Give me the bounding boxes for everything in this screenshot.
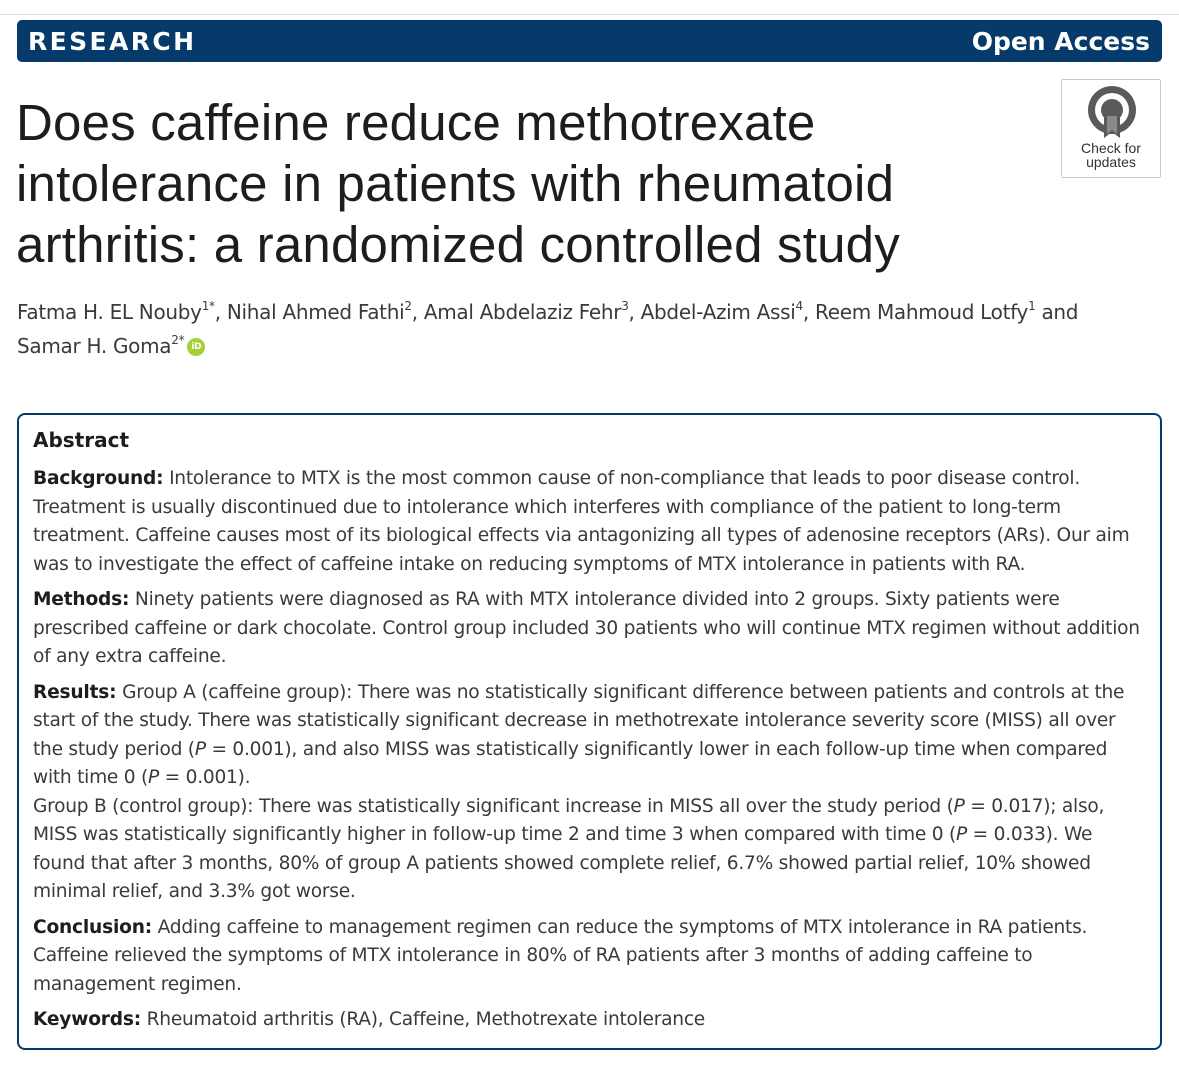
author-list: Fatma H. EL Nouby$^{1*}$, Nihal Ahmed Fathi$^2$, Amal Abdelaziz Fehr$^3$, Abdel-Azim Assi$^4$, Reem Mahmoud Lotfy$^1$ and Samar H. Goma$^{2*}$ iD <box>17 299 1079 358</box>
author-name[interactable]: Reem Mahmoud Lotfy <box>815 300 1029 324</box>
top-divider <box>0 14 1179 15</box>
background-label: Background: <box>33 468 164 489</box>
article-type-banner <box>17 20 1162 62</box>
check-for-updates-label: Check for updates <box>1081 140 1141 170</box>
author-name[interactable]: Amal Abdelaziz Fehr <box>423 300 622 324</box>
author-name[interactable]: Nihal Ahmed Fathi <box>226 300 405 324</box>
author-name[interactable]: Samar H. Goma <box>17 334 172 358</box>
abstract-conclusion: Conclusion: Adding caffeine to management regimen can reduce the symptoms of MTX intolerance in RA patients. Caffeine relieved the symptoms of MTX intolerance in 80% of RA patients after 3 months of adding caffeine to management regimen. <box>33 916 1088 995</box>
affiliation-marker: 1* <box>201 299 215 313</box>
affiliation-marker: 2 <box>404 299 412 313</box>
affiliation-marker: 2* <box>171 333 185 347</box>
affiliation-marker: 1 <box>1028 299 1036 313</box>
article-title: Does caffeine reduce methotrexate intolerance in patients with rheumatoid arthritis: a randomized controlled study <box>16 94 900 273</box>
abstract-background: Background: Intolerance to MTX is the most common cause of non-compliance that leads to poor disease control. Treatment is usually discontinued due to intolerance which interferes with compliance of the patient to long-term treatment. Caffeine causes most of its biological effects via antagonizing all types of adenosine receptors (ARs). Our aim was to investigate the effect of caffeine intake on reducing symptoms of MTX intolerance in patients with RA. <box>33 468 1130 575</box>
abstract-box <box>17 413 1162 1050</box>
methods-label: Methods: <box>33 589 130 610</box>
results-label: Results: <box>33 681 117 703</box>
author-name[interactable]: Fatma H. EL Nouby <box>17 300 202 324</box>
affiliation-marker: 3 <box>621 299 629 313</box>
abstract-keywords: Keywords: Rheumatoid arthritis (RA), Caffeine, Methotrexate intolerance <box>33 1009 705 1030</box>
abstract-heading: Abstract <box>33 428 130 452</box>
check-for-updates-button[interactable] <box>1061 79 1161 178</box>
orcid-icon[interactable]: iD <box>187 338 205 356</box>
crossmark-icon <box>1086 84 1138 138</box>
affiliation-marker: 4 <box>795 299 803 313</box>
author-name[interactable]: Abdel-Azim Assi <box>640 300 796 324</box>
open-access-label[interactable]: Open Access <box>971 26 1150 56</box>
keywords-label: Keywords: <box>33 1009 141 1030</box>
section-label: RESEARCH <box>28 26 197 56</box>
conclusion-label: Conclusion: <box>33 916 152 938</box>
abstract-methods: Methods: Ninety patients were diagnosed as RA with MTX intolerance divided into 2 groups. Sixty patients were prescribed caffeine or dark chocolate. Control group included 30 patients who will continue MTX regimen without addition of any extra caffeine. <box>33 589 1140 667</box>
abstract-results: Results: Group A (caffeine group): There was no statistically significant difference between patients and controls at the start of the study. There was statistically significant decrease in methotrexate intolerance severity score (MISS) all over the study period (P = 0.001), and also MISS was statistically significantly lower in each follow-up time when compared with time 0 (P = 0.001). Group B (control group): There was statistically significant increase in MISS all over the study period (P = 0.017); also, MISS was statistically significantly higher in follow-up time 2 and time 3 when compared with time 0 (P = 0.033). We found that after 3 months, 80% of group A patients showed complete relief, 6.7% showed partial relief, 10% showed minimal relief, and 3.3% got worse. <box>33 681 1125 902</box>
